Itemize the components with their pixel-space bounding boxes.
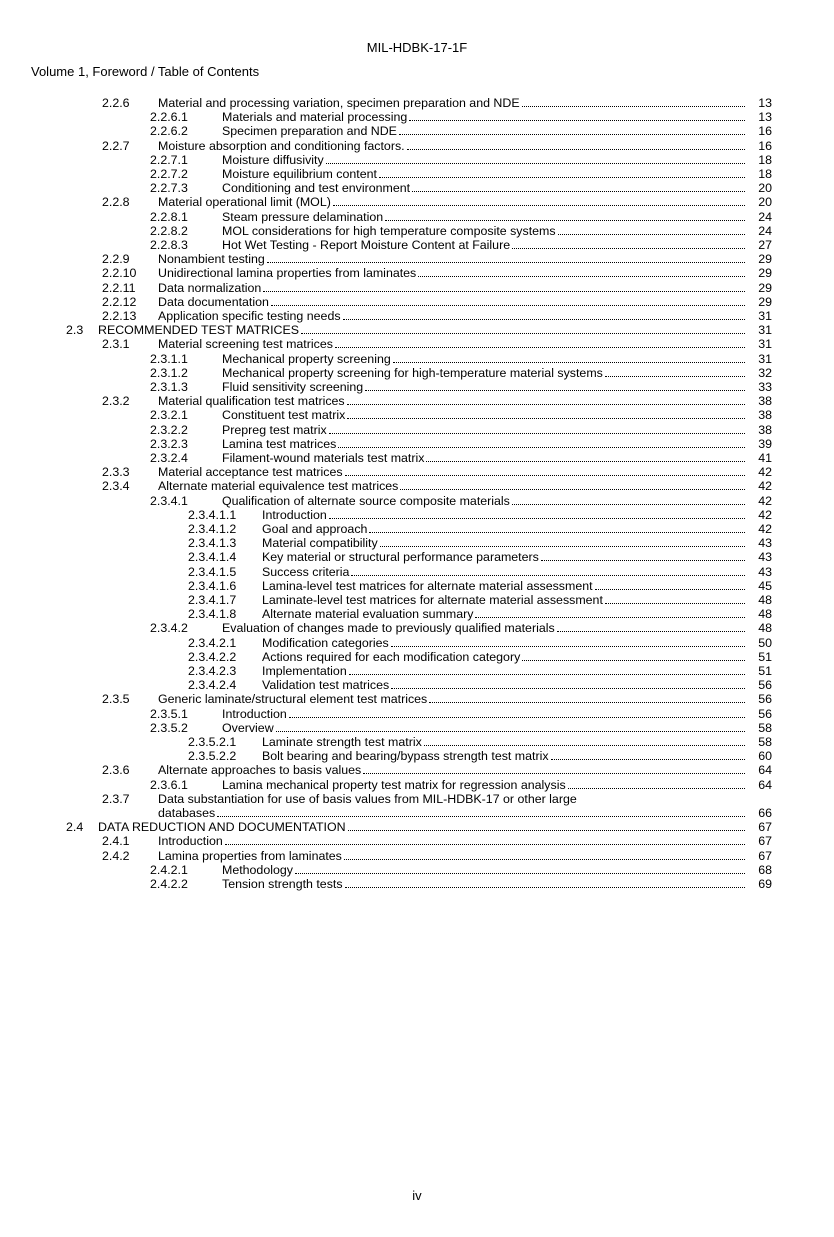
toc-entry-page: 13 — [758, 96, 772, 110]
dot-leader — [363, 763, 745, 774]
dot-leader — [351, 565, 745, 576]
toc-entry-number: 2.3.2.1 — [150, 408, 188, 423]
toc-entry-page: 48 — [758, 621, 772, 636]
toc-entry-number: 2.3.4.2.4 — [188, 678, 237, 693]
toc-entry-number: 2.4.2.2 — [150, 877, 188, 891]
toc-entry-number: 2.2.8 — [102, 195, 130, 210]
toc-entry-number: 2.3.2 — [102, 394, 130, 409]
toc-entry-page: 50 — [758, 635, 772, 650]
dot-leader — [326, 153, 745, 164]
dot-leader — [289, 707, 745, 718]
toc-entry-number: 2.3.5.2.2 — [188, 749, 237, 764]
toc-entry-title: Alternate material equivalence test matrices — [158, 479, 399, 494]
toc-entry[interactable] — [0, 707, 834, 721]
toc-entry-title: Key material or structural performance parameters — [262, 550, 539, 565]
toc-entry-title: Lamina test matrices — [222, 436, 337, 451]
toc-entry-title: Mechanical property screening — [222, 351, 391, 366]
toc-entry-page: 56 — [758, 706, 772, 721]
toc-entry-number: 2.3.2.2 — [150, 422, 188, 437]
toc-entry-title: Material compatibility — [262, 536, 378, 551]
toc-entry-page: 67 — [758, 848, 772, 863]
toc-entry-number: 2.3.5.1 — [150, 706, 188, 721]
toc-entry[interactable] — [0, 352, 834, 366]
toc-entry-page: 29 — [758, 252, 772, 267]
toc-entry[interactable] — [0, 834, 834, 848]
toc-entry[interactable] — [0, 678, 834, 692]
toc-entry-number: 2.3.1 — [102, 337, 130, 352]
toc-entry-title: Specimen preparation and NDE — [222, 124, 397, 139]
toc-entry[interactable] — [0, 195, 834, 209]
toc-entry[interactable] — [0, 650, 834, 664]
toc-entry-number: 2.2.7.2 — [150, 167, 188, 181]
toc-entry-title: Introduction — [262, 507, 327, 522]
toc-entry[interactable] — [0, 210, 834, 224]
toc-entry-title: Lamina-level test matrices for alternate material assessment — [262, 578, 593, 593]
toc-entry-number: 2.3 — [66, 323, 84, 338]
toc-entry[interactable] — [0, 252, 834, 266]
toc-entry-title: Lamina properties from laminates — [158, 848, 342, 863]
dot-leader — [276, 721, 745, 732]
dot-leader — [335, 337, 745, 348]
toc-entry-number: 2.2.13 — [102, 309, 137, 323]
toc-entry-number: 2.3.2.3 — [150, 436, 188, 451]
toc-entry-number: 2.2.8.2 — [150, 223, 188, 238]
dot-leader — [424, 735, 745, 746]
toc-entry-page: 20 — [758, 181, 772, 196]
dot-leader — [418, 266, 745, 277]
toc-entry-page: 24 — [758, 223, 772, 238]
toc-entry-title: Actions required for each modification category — [262, 649, 521, 664]
toc-entry-number: 2.3.5.2 — [150, 720, 188, 735]
toc-entry-page: 42 — [758, 465, 772, 480]
toc-entry[interactable] — [0, 295, 834, 309]
toc-entry-title: Materials and material processing — [222, 110, 408, 125]
toc-entry-number: 2.4.2.1 — [150, 862, 188, 877]
toc-entry-page: 43 — [758, 536, 772, 551]
dot-leader — [301, 323, 745, 334]
toc-entry-number: 2.3.1.2 — [150, 365, 188, 380]
toc-entry[interactable] — [0, 820, 834, 834]
toc-entry-number: 2.3.4.2.2 — [188, 649, 237, 664]
toc-entry[interactable] — [0, 565, 834, 579]
dot-leader — [512, 494, 745, 505]
toc-entry-title: Introduction — [158, 834, 223, 849]
toc-entry-page: 56 — [758, 678, 772, 693]
dot-leader — [475, 607, 745, 618]
toc-entry-title: Alternate material evaluation summary — [262, 607, 474, 622]
toc-entry-page: 42 — [758, 522, 772, 536]
dot-leader — [605, 366, 745, 377]
toc-entry[interactable] — [0, 451, 834, 465]
toc-entry-page: 31 — [758, 337, 772, 352]
toc-entry-title: Material and processing variation, specimen preparation and NDE — [158, 96, 520, 110]
toc-entry-number: 2.3.1.1 — [150, 351, 188, 366]
dot-leader — [595, 579, 745, 590]
toc-entry-page: 29 — [758, 266, 772, 281]
toc-entry[interactable] — [0, 281, 834, 295]
dot-leader — [343, 309, 745, 320]
toc-entry-title: Steam pressure delamination — [222, 209, 384, 224]
toc-entry-number: 2.2.6 — [102, 96, 130, 110]
toc-entry-title: Data normalization — [158, 280, 262, 295]
dot-leader — [369, 522, 745, 533]
toc-entry-page: 43 — [758, 550, 772, 565]
toc-entry-page: 32 — [758, 365, 772, 380]
toc-entry-page: 48 — [758, 593, 772, 607]
dot-leader — [391, 678, 745, 689]
toc-entry[interactable] — [0, 494, 834, 508]
toc-entry-number: 2.3.3 — [102, 465, 130, 480]
toc-entry[interactable] — [0, 423, 834, 437]
toc-entry-page: 16 — [758, 124, 772, 139]
toc-entry[interactable] — [0, 110, 834, 124]
toc-entry[interactable] — [0, 607, 834, 621]
toc-entry[interactable] — [0, 408, 834, 422]
toc-entry-title: Laminate-level test matrices for alternate material assessment — [262, 593, 603, 607]
dot-leader — [512, 238, 745, 249]
toc-entry[interactable] — [0, 337, 834, 351]
toc-entry-page: 13 — [758, 110, 772, 125]
toc-entry-title: DATA REDUCTION AND DOCUMENTATION — [98, 820, 346, 835]
dot-leader — [400, 479, 745, 490]
toc-entry-number: 2.3.2.4 — [150, 451, 188, 465]
page-number: iv — [412, 1188, 422, 1203]
toc-entry-page: 38 — [758, 394, 772, 409]
toc-entry-page: 58 — [758, 735, 772, 749]
toc-entry[interactable] — [0, 778, 834, 792]
toc-entry[interactable] — [0, 636, 834, 650]
toc-entry-page: 29 — [758, 294, 772, 309]
toc-entry-number: 2.3.5.2.1 — [188, 735, 237, 749]
toc-entry-continuation[interactable] — [0, 806, 834, 820]
toc-entry-number: 2.3.6 — [102, 763, 130, 778]
toc-entry-title: Unidirectional lamina properties from laminates — [158, 266, 417, 281]
dot-leader — [365, 380, 745, 391]
dot-leader — [348, 820, 745, 831]
toc-entry-number: 2.2.6.2 — [150, 124, 188, 139]
dot-leader — [379, 167, 745, 178]
toc-entry[interactable] — [0, 139, 834, 153]
toc-entry-number: 2.3.4.1.5 — [188, 564, 237, 579]
toc-entry-number: 2.4.1 — [102, 834, 130, 849]
toc-entry-page: 18 — [758, 152, 772, 167]
toc-entry-page: 18 — [758, 167, 772, 181]
dot-leader — [541, 550, 745, 561]
toc-entry-number: 2.3.1.3 — [150, 380, 188, 394]
toc-entry-title: Goal and approach — [262, 522, 368, 536]
toc-entry-title: Material acceptance test matrices — [158, 465, 343, 480]
dot-leader — [522, 650, 745, 661]
dot-leader — [429, 692, 745, 703]
toc-entry-title: Tension strength tests — [222, 877, 343, 891]
toc-entry[interactable] — [0, 522, 834, 536]
toc-entry-title: Mechanical property screening for high-temperature material systems — [222, 365, 603, 380]
toc-entry-number: 2.3.4.1.6 — [188, 578, 237, 593]
toc-entry[interactable] — [0, 593, 834, 607]
toc-entry-number: 2.3.4.1.4 — [188, 550, 237, 565]
dot-leader — [338, 437, 745, 448]
toc-entry-page: 20 — [758, 195, 772, 210]
toc-entry-number: 2.2.8.3 — [150, 238, 188, 252]
toc-entry[interactable] — [0, 721, 834, 735]
toc-entry-title: Evaluation of changes made to previously qualified materials — [222, 621, 555, 636]
toc-entry-page: 64 — [758, 777, 772, 792]
toc-entry-page: 38 — [758, 408, 772, 423]
dot-leader — [344, 849, 745, 860]
toc-entry-page: 69 — [758, 877, 772, 891]
toc-entry-number: 2.3.4.1.7 — [188, 593, 237, 607]
toc-entry-page: 48 — [758, 607, 772, 622]
toc-entry-page: 16 — [758, 138, 772, 153]
toc-entry[interactable] — [0, 124, 834, 138]
toc-entry-page: 64 — [758, 763, 772, 778]
toc-entry-page: 56 — [758, 692, 772, 707]
toc-entry-number: 2.2.7.3 — [150, 181, 188, 196]
toc-entry-page: 67 — [758, 820, 772, 835]
document-id: MIL-HDBK-17-1F — [366, 40, 468, 55]
dot-leader — [409, 110, 745, 121]
toc-entry-title: Modification categories — [262, 635, 389, 650]
toc-entry-number: 2.2.7.1 — [150, 152, 188, 167]
dot-leader — [426, 451, 745, 462]
toc-entry-number: 2.3.7 — [102, 791, 130, 806]
toc-entry-title: Constituent test matrix — [222, 408, 346, 423]
toc-entry-page: 51 — [758, 664, 772, 678]
dot-leader — [349, 664, 745, 675]
toc-entry[interactable] — [0, 763, 834, 777]
toc-entry[interactable] — [0, 309, 834, 323]
toc-entry-title: Methodology — [222, 862, 293, 877]
toc-entry[interactable] — [0, 877, 834, 891]
toc-entry-title: Laminate strength test matrix — [262, 735, 422, 749]
toc-entry-page: 39 — [758, 436, 772, 451]
toc-entry[interactable] — [0, 224, 834, 238]
toc-entry-page: 58 — [758, 720, 772, 735]
dot-leader — [568, 778, 745, 789]
toc-entry-number: 2.2.9 — [102, 252, 130, 267]
toc-entry-number: 2.3.6.1 — [150, 777, 188, 792]
toc-entry-page: 41 — [758, 451, 772, 465]
toc-entry-number: 2.2.12 — [102, 294, 137, 309]
dot-leader — [557, 621, 745, 632]
toc-entry-page: 60 — [758, 749, 772, 764]
toc-entry-title: Moisture absorption and conditioning factors. — [158, 138, 405, 153]
toc-entry-page: 51 — [758, 649, 772, 664]
toc-entry-title: Moisture equilibrium content — [222, 167, 377, 181]
dot-leader — [333, 195, 745, 206]
toc-entry-page: 33 — [758, 380, 772, 394]
toc-entry-page: 42 — [758, 479, 772, 494]
toc-entry-number: 2.2.11 — [102, 280, 136, 295]
toc-entry[interactable] — [0, 692, 834, 706]
toc-entry-title: Introduction — [222, 706, 287, 721]
toc-entry-number: 2.3.4.2 — [150, 621, 188, 636]
dot-leader — [329, 508, 745, 519]
toc-entry-number: 2.3.4.1.1 — [188, 507, 237, 522]
toc-entry-title: Qualification of alternate source composite materials — [222, 493, 510, 508]
toc-entry[interactable] — [0, 238, 834, 252]
toc-entry-page: 38 — [758, 422, 772, 437]
toc-entry-page: 42 — [758, 493, 772, 508]
toc-entry-page: 31 — [758, 309, 772, 323]
toc-entry-title: Alternate approaches to basis values — [158, 763, 362, 778]
toc-entry[interactable] — [0, 621, 834, 635]
dot-leader — [380, 536, 745, 547]
toc-entry-title: Prepreg test matrix — [222, 422, 327, 437]
toc-entry-title: Bolt bearing and bearing/bypass strength test matrix — [262, 749, 549, 764]
dot-leader — [605, 593, 745, 604]
toc-entry-title: Material qualification test matrices — [158, 394, 345, 409]
dot-leader — [271, 295, 745, 306]
toc-entry[interactable] — [0, 536, 834, 550]
toc-entry[interactable] — [0, 579, 834, 593]
toc-entry-number: 2.3.4.2.1 — [188, 635, 237, 650]
dot-leader — [347, 394, 745, 405]
toc-entry-number: 2.2.8.1 — [150, 209, 188, 224]
toc-entry-title: Implementation — [262, 664, 347, 678]
toc-entry-title: MOL considerations for high temperature composite systems — [222, 223, 556, 238]
toc-entry-number: 2.3.4.2.3 — [188, 664, 237, 678]
toc-entry[interactable] — [0, 323, 834, 337]
toc-entry-title: Filament-wound materials test matrix — [222, 451, 425, 465]
toc-entry-title: Validation test matrices — [262, 678, 390, 693]
toc-entry-title: Application specific testing needs — [158, 309, 341, 323]
toc-entry[interactable] — [0, 479, 834, 493]
toc-entry[interactable] — [0, 96, 834, 110]
toc-entry-number: 2.4 — [66, 820, 84, 835]
toc-entry-title: Lamina mechanical property test matrix for regression analysis — [222, 777, 566, 792]
toc-entry[interactable] — [0, 167, 834, 181]
dot-leader — [522, 96, 745, 107]
toc-entry-title: Data documentation — [158, 294, 269, 309]
toc-entry[interactable] — [0, 153, 834, 167]
toc-entry-number: 2.3.4.1.2 — [188, 522, 237, 536]
toc-entry-page: 29 — [758, 280, 772, 295]
toc-entry-number: 2.3.4 — [102, 479, 130, 494]
dot-leader — [558, 224, 745, 235]
toc-entry-number: 2.3.4.1 — [150, 493, 188, 508]
toc-entry-number: 2.3.5 — [102, 692, 130, 707]
toc-entry-title: Generic laminate/structural element test matrices — [158, 692, 428, 707]
dot-leader — [412, 181, 745, 192]
toc-entry-page: 27 — [758, 238, 772, 252]
dot-leader — [407, 139, 745, 150]
toc-entry-title: Material screening test matrices — [158, 337, 333, 352]
toc-entry[interactable] — [0, 380, 834, 394]
toc-entry-title: Moisture diffusivity — [222, 152, 324, 167]
toc-entry[interactable] — [0, 181, 834, 195]
toc-entry-page: 45 — [758, 578, 772, 593]
toc-entry-page: 43 — [758, 564, 772, 579]
toc-entry[interactable] — [0, 394, 834, 408]
toc-entry-number: 2.2.6.1 — [150, 110, 188, 125]
toc-entry-page: 68 — [758, 862, 772, 877]
dot-leader — [391, 636, 745, 647]
toc-entry-number: 2.2.7 — [102, 138, 130, 153]
toc-entry[interactable] — [0, 465, 834, 479]
toc-entry-title: RECOMMENDED TEST MATRICES — [98, 323, 300, 338]
dot-leader — [225, 834, 745, 845]
toc-entry[interactable] — [0, 437, 834, 451]
toc-entry-page: 31 — [758, 323, 772, 338]
toc-entry-title: Data substantiation for use of basis values from MIL-HDBK-17 or other large — [158, 791, 577, 806]
toc-entry-number: 2.3.4.1.8 — [188, 607, 237, 622]
dot-leader — [267, 252, 745, 263]
toc-entry-title: databases — [158, 806, 216, 820]
toc-entry-title: Success criteria — [262, 564, 350, 579]
toc-entry[interactable] — [0, 863, 834, 877]
toc-entry[interactable] — [0, 735, 834, 749]
toc-entry-title: Overview — [222, 720, 274, 735]
dot-leader — [399, 124, 745, 135]
toc-entry[interactable] — [0, 792, 834, 806]
dot-leader — [295, 863, 745, 874]
toc-entry[interactable] — [0, 749, 834, 763]
dot-leader — [347, 408, 745, 419]
toc-entry-page: 67 — [758, 834, 772, 849]
dot-leader — [345, 465, 745, 476]
dot-leader — [217, 806, 745, 817]
dot-leader — [329, 423, 745, 434]
dot-leader — [551, 749, 745, 760]
dot-leader — [393, 352, 745, 363]
toc-entry-page: 66 — [758, 806, 772, 820]
toc-entry[interactable] — [0, 849, 834, 863]
dot-leader — [345, 877, 745, 888]
toc-entry-page: 31 — [758, 351, 772, 366]
toc-entry-number: 2.2.10 — [102, 266, 137, 281]
toc-entry[interactable] — [0, 664, 834, 678]
toc-entry-number: 2.4.2 — [102, 848, 130, 863]
toc-entry[interactable] — [0, 550, 834, 564]
dot-leader — [385, 210, 745, 221]
toc-entry[interactable] — [0, 508, 834, 522]
toc-entry[interactable] — [0, 266, 834, 280]
toc-entry-title: Fluid sensitivity screening — [222, 380, 364, 394]
section-title: Volume 1, Foreword / Table of Contents — [31, 64, 260, 79]
toc-entry-title: Material operational limit (MOL) — [158, 195, 331, 210]
toc-entry-page: 42 — [758, 507, 772, 522]
toc-entry-title: Nonambient testing — [158, 252, 265, 267]
dot-leader — [263, 281, 745, 292]
toc-entry-page: 24 — [758, 209, 772, 224]
toc-entry[interactable] — [0, 366, 834, 380]
toc-entry-number: 2.3.4.1.3 — [188, 536, 237, 551]
toc-entry-title: Hot Wet Testing - Report Moisture Content at Failure — [222, 238, 511, 252]
toc-entry-title: Conditioning and test environment — [222, 181, 411, 196]
